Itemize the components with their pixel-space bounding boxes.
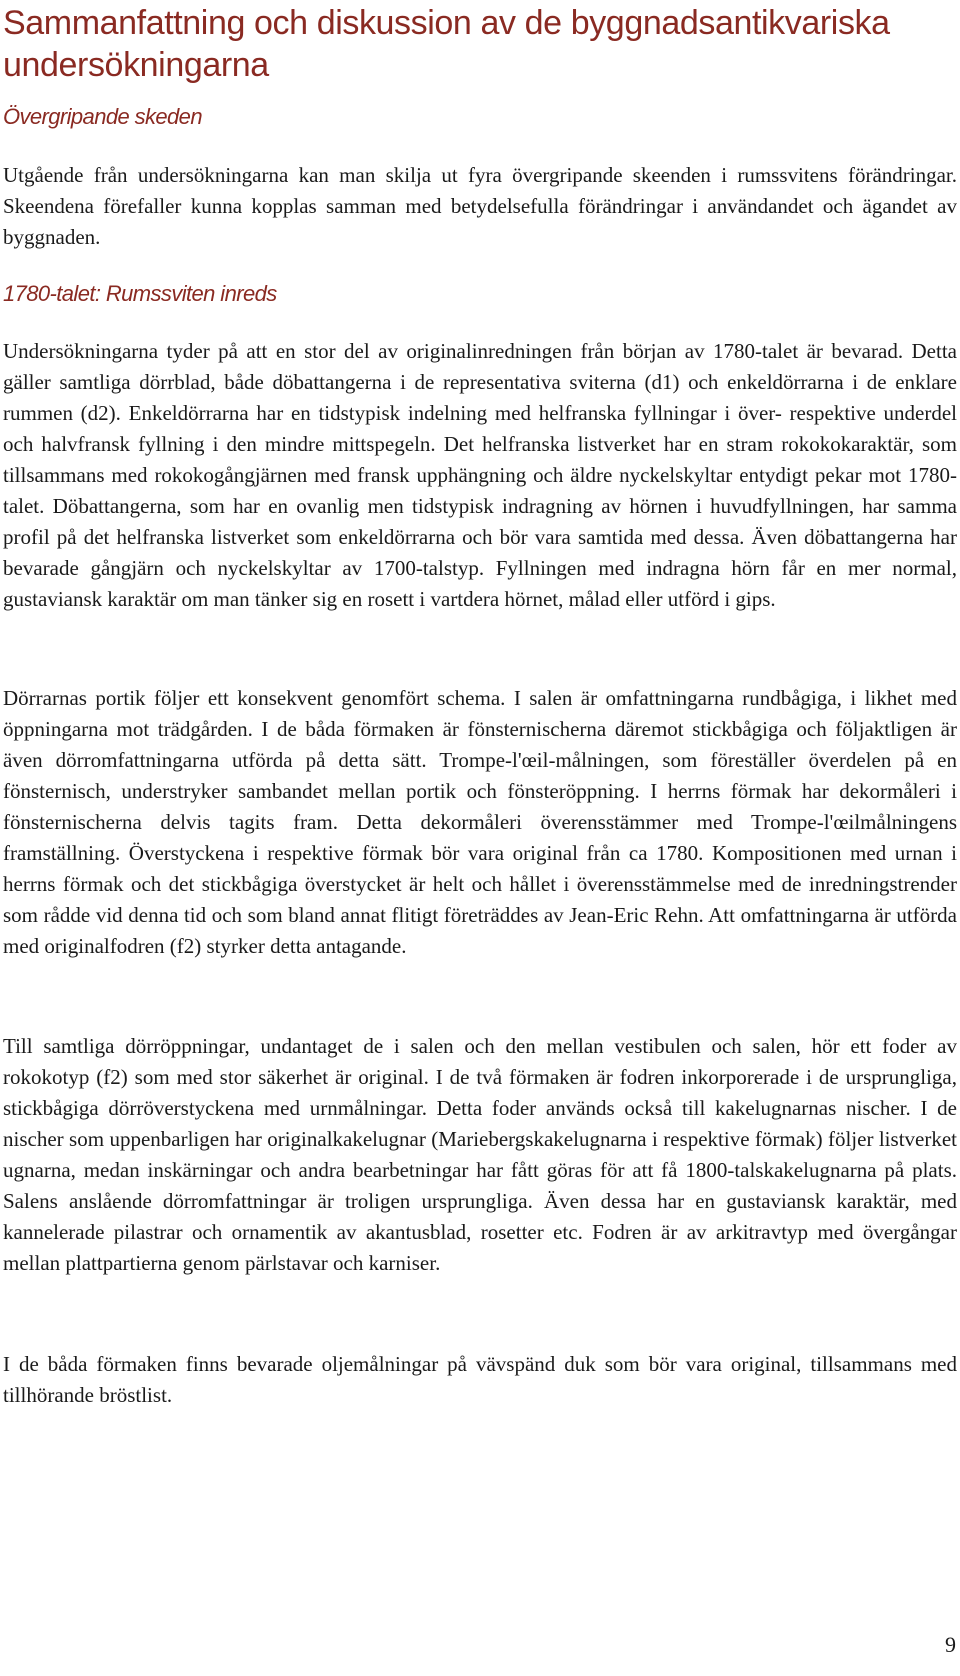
page-title: Sammanfattning och diskussion av de byggnadsantikvariska undersökningarna	[3, 4, 890, 84]
body-paragraph: Undersökningarna tyder på att en stor del av originalinredningen från början av 1780-talet är bevarad. Detta gäller samtliga dörrblad, både döbattangerna i de representativa sviterna (d1) och enkeldörrarna i de enklare rummen (d2). Enkeldörrarna har en tidstypisk indelning med helfranska fyllningar i över- respektive underdel och halvfransk fyllning i den mindre mittspegeln. Det helfranska listverket har en stram rokokokaraktär, som tillsammans med rokokogångjärnen med fransk upphängning och äldre nyckelskyltar entydigt pekar mot 1780-talet. Döbattangerna, som har en ovanlig men tidstypisk indragning av hörnen i huvudfyllningen, har samma profil på det helfranska listverket som enkeldörrarna och bör vara samtida med dessa. Även döbattangerna har bevarade gångjärn och nyckelskyltar av 1700-talstyp. Fyllningen med indragna hörn får en mer normal, gustaviansk karaktär om man tänker sig en rosett i vartdera hörnet, målad eller utförd i gips.	[3, 339, 957, 611]
section-heading-1780s: 1780-talet: Rumssviten inreds	[3, 281, 277, 306]
section-heading-overall-phases: Övergripande skeden	[3, 104, 202, 129]
body-paragraph: Till samtliga dörröppningar, undantaget de i salen och den mellan vestibulen och salen, hör ett foder av rokokotyp (f2) som med stor säkerhet är original. I de två förmaken är fodren inkorporerade i de ursprungliga, stickbågiga dörröverstyckena med urnmålningar. Detta foder används också till kakelugnarnas nischer. I de nischer som uppenbarligen har originalkakelugnar (Mariebergskakelugnarna i respektive förmak) följer listverket ugnarna, medan inskärningar och andra bearbetningar har fått göras för att få 1800-talskakelugnarna på plats. Salens anslående dörromfattningar är troligen ursprungliga. Även dessa har en gustaviansk karaktär, med kannelerade pilastrar och ornamentik av akantusblad, rosetter etc. Fodren är av arkitravtyp med övergångar mellan plattpartierna genom pärlstavar och karniser.	[3, 1034, 957, 1275]
body-paragraph: Dörrarnas portik följer ett konsekvent genomfört schema. I salen är omfattningarna rundbågiga, i likhet med öppningarna mot trädgården. I de båda förmaken är fönsternischerna däremot stickbågiga och följaktligen är även dörromfattningarna utförda på detta sätt. Trompe-l'œil-målningen, som föreställer överdelen på en fönsternisch, understryker sambandet mellan portik och fönsteröppning. I herrns förmak har dekormåleri i fönsternischerna delvis tagits fram. Detta dekormåleri överensstämmer med Trompe-l'œilmålningens framställning. Överstyckena i respektive förmak bör vara original från ca 1780. Kompositionen med urnan i herrns förmak och det stickbågiga överstycket är helt och hållet i överensstämmelse med de inredningstrender som rådde vid denna tid och som bland annat flitigt företräddes av Jean-Eric Rehn. Att omfattningarna är utförda med originalfodren (f2) styrker detta antagande.	[3, 686, 957, 958]
body-paragraph: Utgående från undersökningarna kan man skilja ut fyra övergripande skeenden i rumssvitens förändringar. Skeendena förefaller kunna kopplas samman med betydelsefulla förändringar i användandet och ägandet av byggnaden.	[3, 163, 957, 249]
body-paragraph: I de båda förmaken finns bevarade oljemålningar på vävspänd duk som bör vara original, tillsammans med tillhörande bröstlist.	[3, 1352, 957, 1407]
page-number: 9	[945, 1632, 956, 1657]
